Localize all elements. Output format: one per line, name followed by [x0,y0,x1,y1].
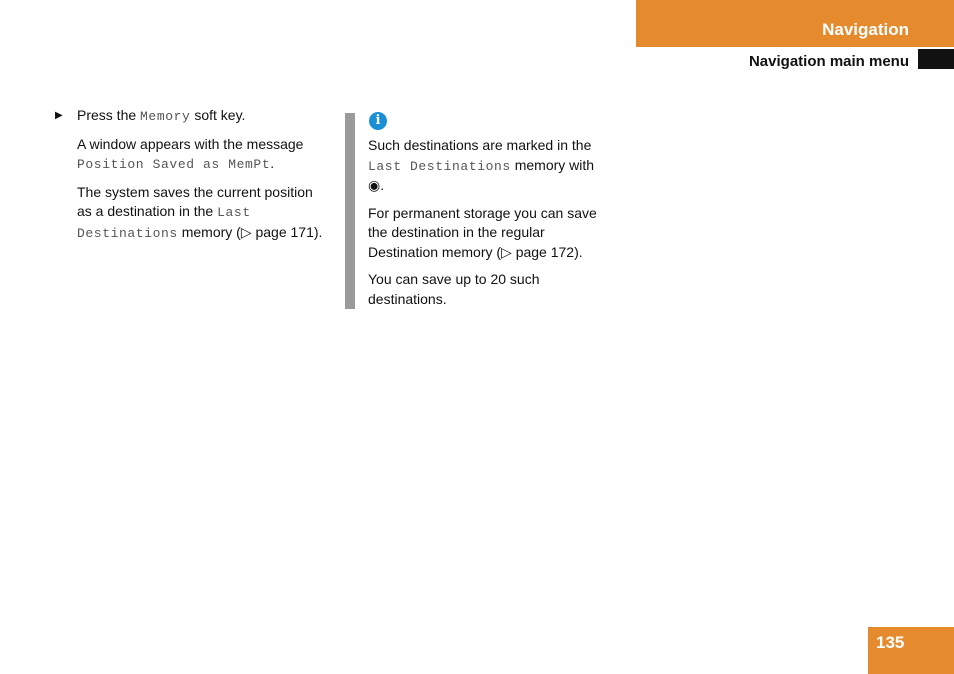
page-number-tab [868,627,954,674]
note-paragraph-2: For permanent storage you can save the destination in the regular Destination memory (▷ page 172). [368,204,597,260]
instructions-column [55,106,330,251]
para1-pre: A window appears with the message [77,135,304,152]
para1-post: . [270,155,275,171]
para2-pre: The system saves the current position as a destination in the [77,183,313,219]
memory-name: Last Destinations [77,205,251,241]
result-paragraph [77,135,330,175]
note-paragraph-1 [368,136,613,196]
step-text-pre: Press the [77,107,141,123]
note-p1-post: memory with ◉. [368,156,595,193]
para2-post: memory (▷ page 171). [177,223,323,240]
instruction-step [77,106,330,127]
soft-key-name: Memory [140,109,191,124]
note-paragraph-3: You can save up to 20 such destinations. [368,271,540,307]
save-paragraph [77,183,330,244]
subsection-marker [918,49,954,69]
subsection-title: Navigation main menu [748,53,909,70]
note-memory-name: Last Destinations [368,158,511,174]
step-text-post: soft key. [190,107,246,123]
display-message: Position Saved as MemPt [77,157,271,172]
note-sidebar [345,113,355,309]
note-p1-pre: Such destinations are marked in the [368,137,592,153]
info-note [368,110,613,317]
info-icon: i [369,112,387,130]
section-header-tab [636,0,954,47]
section-title: Navigation [822,20,909,39]
bullet-arrow-icon: ▶ [55,110,63,121]
page-number: 135 [876,633,905,652]
